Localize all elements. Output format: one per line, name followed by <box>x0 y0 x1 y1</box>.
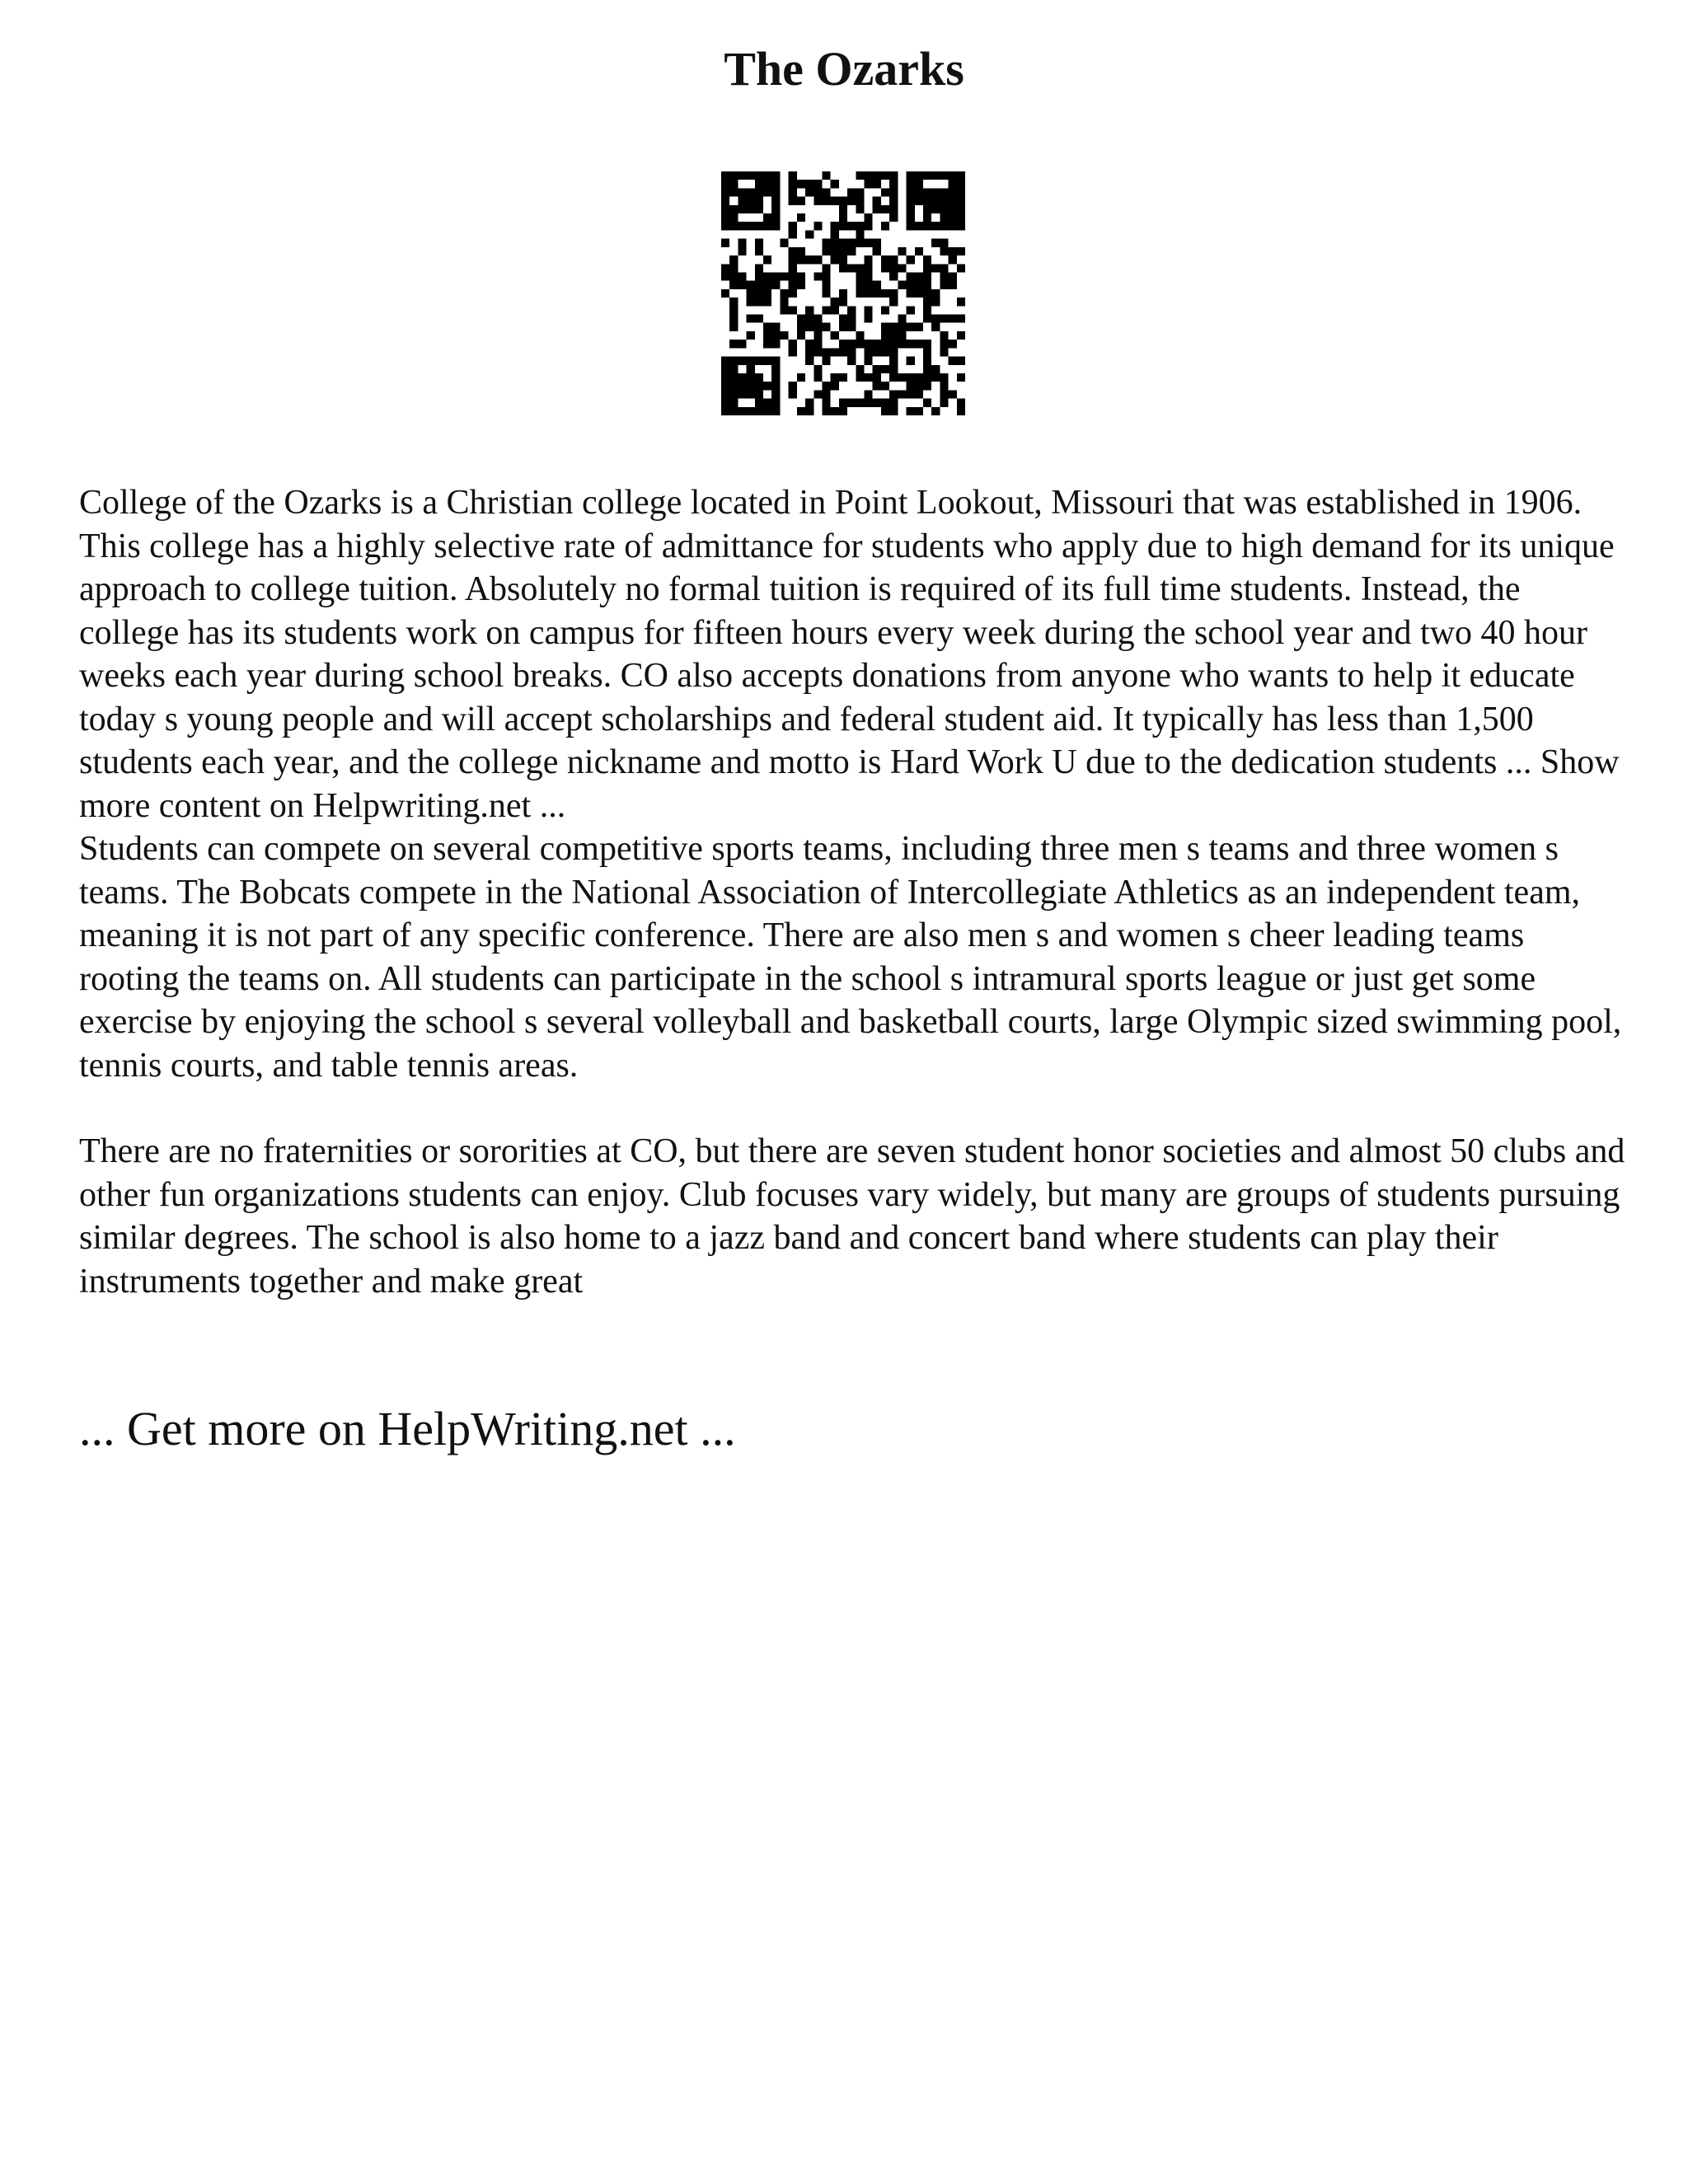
paragraph-clubs: There are no fraternities or sororities at CO, but there are seven student honor societies and almost 50 clubs and other fun organizations students can enjoy. Club focuses vary widely, but many are groups of students pursuing similar degrees. The school is also home to a jazz band and concert band where students can play their instruments together and make great <box>79 1132 1625 1301</box>
paragraph-sports: Students can compete on several competitive sports teams, including three men s teams and three women s teams. The Bobcats compete in the National Association of Intercollegiate Athletics as an independent team, meaning it is not part of any specific conference. There are also men s and women s cheer leading teams rooting the teams on. All students can participate in the school s intramural sports league or just get some exercise by enjoying the school s several volleyball and basketball courts, large Olympic sized swimming pool, tennis courts, and table tennis areas. <box>79 830 1622 1085</box>
article-body <box>79 481 1629 1303</box>
document-title: The Ozarks <box>724 42 964 96</box>
paragraph-intro: College of the Ozarks is a Christian college located in Point Lookout, Missouri that was established in 1906. This college has a highly selective rate of admittance for students who apply due to high demand for its unique approach to college tuition. Absolutely no formal tuition is required of its full time students. Instead, the college has its students work on campus for fifteen hours every week during the school year and two 40 hour weeks each year during school breaks. CO also accepts donations from anyone who wants to help it educate today s young people and will accept scholarships and federal student aid. It typically has less than 1,500 students each year, and the college nickname and motto is Hard Work U due to the dedication students ... Show more content on Helpwriting.net ... <box>79 484 1620 825</box>
qr-code-icon <box>721 171 965 415</box>
get-more-link[interactable]: ... Get more on HelpWriting.net ... <box>79 1402 736 1455</box>
